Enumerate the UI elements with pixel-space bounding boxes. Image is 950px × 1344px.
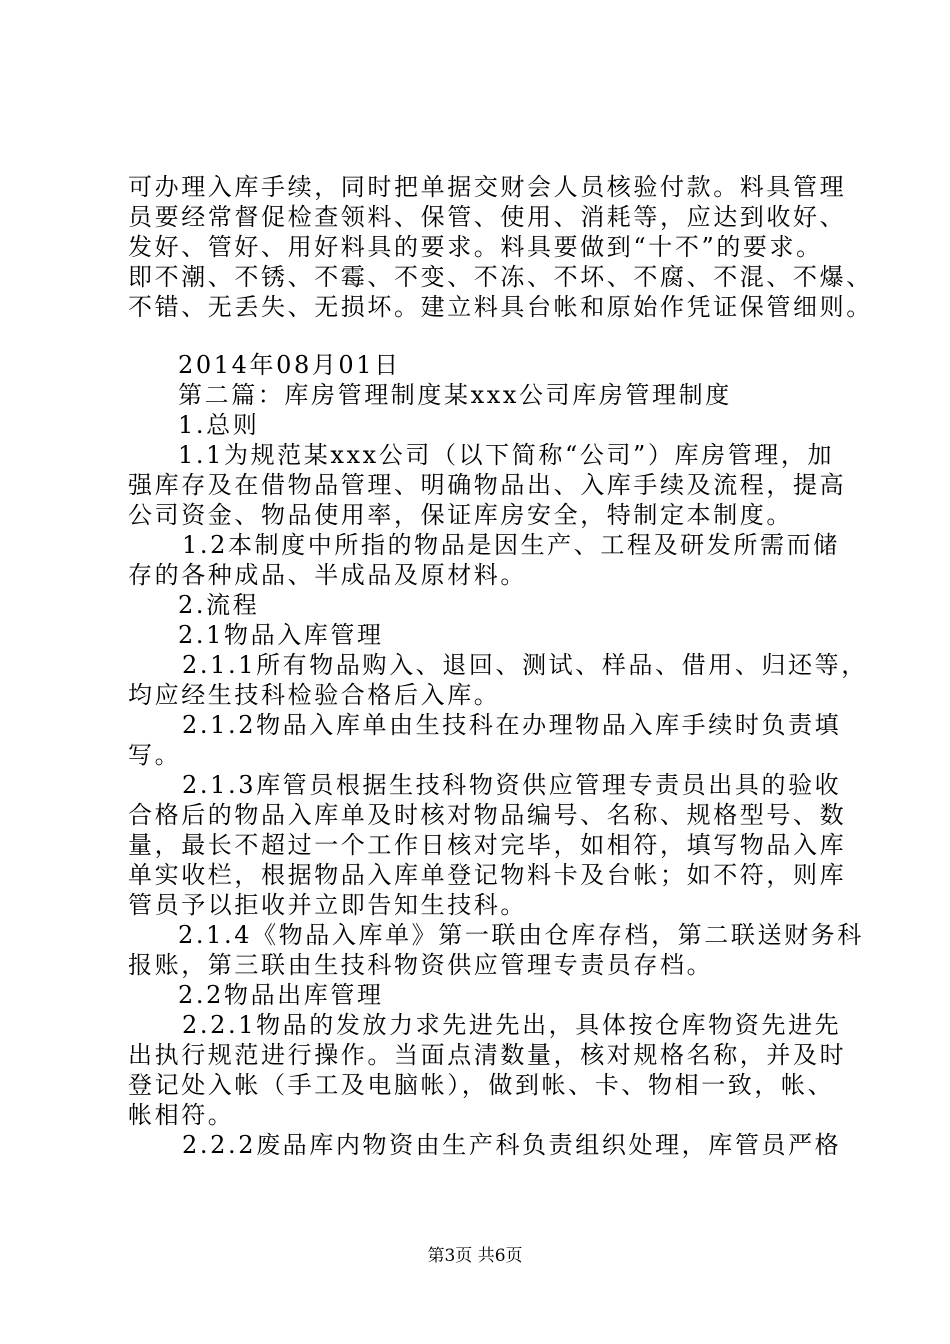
text-line: 即不潮、不锈、不霉、不变、不冻、不坏、不腐、不混、不爆、	[128, 263, 873, 291]
text-line: 报账，第三联由生技科物资供应管理专责员存档。	[128, 951, 714, 979]
text-line: 员要经常督促检查领料、保管、使用、消耗等，应达到收好、	[128, 203, 847, 231]
text-line: 存的各种成品、半成品及原材料。	[128, 561, 527, 589]
page-footer: 第3页 共6页	[427, 1246, 523, 1266]
text-line: 2.1.1所有物品购入、退回、测试、样品、借用、归还等，	[182, 651, 868, 679]
text-line: 帐相符。	[128, 1101, 235, 1129]
heading-process: 2.流程	[178, 591, 260, 619]
text-line: 管员予以拒收并立即告知生技科。	[128, 891, 527, 919]
text-line: 写。	[128, 741, 182, 769]
text-line: 2.1.2物品入库单由生技科在办理物品入库手续时负责填	[182, 711, 842, 739]
date-line: 2014年08月01日	[178, 351, 401, 379]
text-line: 2.2.1物品的发放力求先进先出，具体按仓库物资先进先	[182, 1011, 842, 1039]
text-line: 2.1.4《物品入库单》第一联由仓库存档，第二联送财务科	[178, 921, 864, 949]
text-line: 合格后的物品入库单及时核对物品编号、名称、规格型号、数	[128, 801, 847, 829]
text-line: 2.1.3库管员根据生技科物资供应管理专责员出具的验收	[182, 771, 842, 799]
text-line: 均应经生技科检验合格后入库。	[128, 681, 501, 709]
text-line: 1.1为规范某xxx公司（以下简称“公司”）库房管理，加	[178, 441, 835, 469]
text-line: 1.2本制度中所指的物品是因生产、工程及研发所需而储	[182, 531, 840, 559]
text-line: 可办理入库手续，同时把单据交财会人员核验付款。料具管理	[128, 173, 847, 201]
text-line: 公司资金、物品使用率，保证库房安全，特制定本制度。	[128, 501, 793, 529]
text-line: 单实收栏，根据物品入库单登记物料卡及台帐；如不符，则库	[128, 861, 847, 889]
heading-general: 1.总则	[178, 411, 260, 439]
text-line: 不错、无丢失、无损坏。建立料具台帐和原始作凭证保管细则。	[128, 293, 873, 321]
text-line: 2.2.2废品库内物资由生产科负责组织处理，库管员严格	[182, 1131, 842, 1159]
text-line: 登记处入帐（手工及电脑帐），做到帐、卡、物相一致，帐、	[128, 1071, 835, 1099]
heading-outbound: 2.2物品出库管理	[178, 981, 384, 1009]
paragraph-gap	[128, 322, 832, 350]
text-line: 量，最长不超过一个工作日核对完毕，如相符，填写物品入库	[128, 831, 847, 859]
section-title: 第二篇：库房管理制度某xxx公司库房管理制度	[178, 381, 732, 409]
text-line: 强库存及在借物品管理、明确物品出、入库手续及流程，提高	[128, 471, 847, 499]
document-body	[128, 172, 873, 1160]
text-line: 出执行规范进行操作。当面点清数量，核对规格名称，并及时	[128, 1041, 847, 1069]
text-line: 发好、管好、用好料具的要求。料具要做到“十不”的要求。	[128, 233, 823, 261]
heading-inbound: 2.1物品入库管理	[178, 621, 384, 649]
